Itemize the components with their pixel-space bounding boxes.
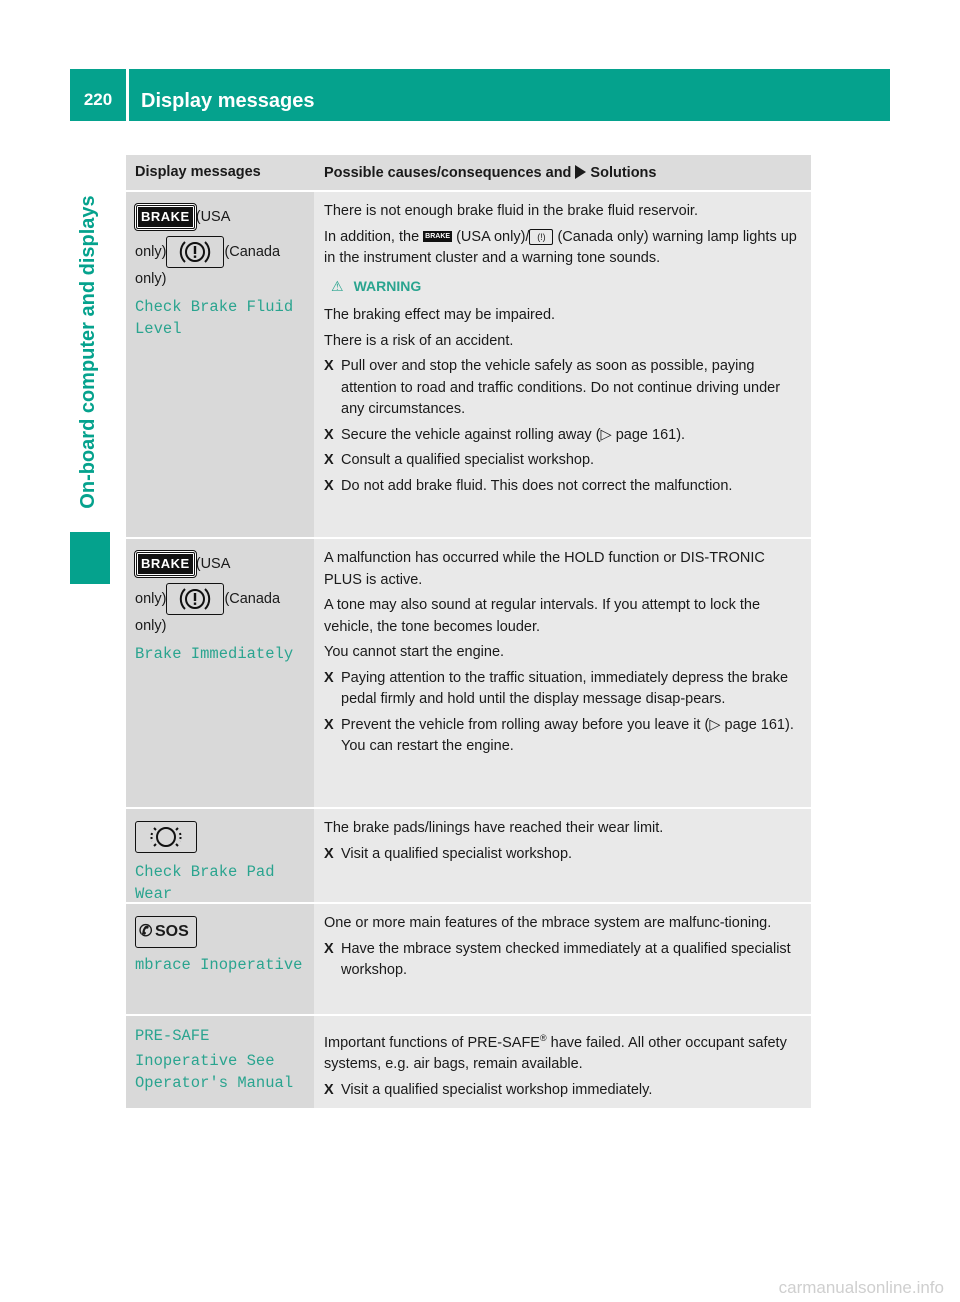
solution-cell	[314, 904, 811, 1014]
solution-step: X Consult a qualified specialist workshop.	[324, 450, 805, 472]
usa-label: (USA	[195, 208, 231, 225]
cause-text: One or more main features of the mbrace system are malfunc-tioning.	[324, 915, 772, 931]
brake-pad-wear-icon	[135, 821, 197, 853]
step-marker-icon: X	[324, 716, 334, 733]
message-cell	[126, 904, 314, 1014]
brake-warning-icon: BRAKE	[425, 233, 451, 241]
solution-cell	[314, 1016, 811, 1108]
usa-label: (USA	[195, 555, 231, 572]
page-reference[interactable]: page 161).	[724, 716, 794, 733]
page-ref-icon: ▷	[709, 716, 721, 733]
canada-label: (Canada	[224, 243, 281, 260]
warning-text: There is a risk of an accident.	[324, 332, 514, 349]
display-message: Check Brake Pad	[135, 863, 275, 881]
step-marker-icon: X	[324, 669, 334, 686]
step-marker-icon: X	[324, 940, 334, 957]
warning-text: The braking effect may be impaired.	[324, 307, 556, 323]
warning-triangle-icon: ⚠	[331, 277, 344, 294]
brake-circle-warning-icon	[166, 236, 224, 268]
cause-text: There is not enough brake fluid in the brake fluid reservoir.	[324, 203, 698, 219]
page-title: Display messages	[141, 90, 315, 112]
arrow-right-icon	[575, 165, 586, 179]
message-cell	[126, 1016, 314, 1108]
step-marker-icon: X	[324, 845, 334, 862]
display-message: Brake Immediately	[135, 645, 294, 663]
solution-step: X Do not add brake fluid. This does not correct the malfunction.	[324, 476, 805, 498]
watermark: carmanualsonline.info	[778, 1278, 944, 1297]
warning-heading: ⚠ WARNING	[331, 276, 805, 298]
solution-step: X Pull over and stop the vehicle safely as soon as possible, paying attention to road and traffic conditions. Do not continue driving under any circumstances.	[324, 358, 781, 417]
display-message: Wear	[135, 885, 173, 903]
only-label: only)	[135, 243, 167, 260]
step-marker-icon: X	[324, 477, 334, 494]
table-row	[126, 190, 811, 537]
solution-step: X Paying attention to the traffic situation, immediately depress the brake pedal firmly and hold until the display message disap-pears.	[324, 669, 789, 707]
cause-text: A malfunction has occurred while the HOLD function or DIS-TRONIC PLUS is active.	[324, 550, 765, 588]
solution-cell	[314, 192, 811, 537]
table-row	[126, 537, 811, 807]
message-cell	[126, 192, 314, 537]
brake-warning-icon: BRAKE	[135, 204, 196, 230]
table-row	[126, 1014, 811, 1108]
solution-cell	[314, 809, 811, 902]
side-tab-text: On-board computer and displays	[77, 195, 99, 509]
page-reference[interactable]: page 161).	[615, 426, 686, 443]
only-label: only)	[135, 618, 167, 634]
side-tab	[70, 122, 110, 584]
canada-label: (Canada	[224, 590, 281, 607]
solution-cell	[314, 539, 811, 807]
col-header-text: Possible causes/consequences and	[324, 165, 572, 181]
display-message: mbrace Inoperative	[135, 956, 303, 974]
cause-text: In addition, the BRAKE (USA only)/ (!) (Canada only) warning lamp lights up in the instrument cluster and a warning tone sounds.	[324, 228, 797, 266]
page-number: 220	[83, 90, 113, 109]
brake-warning-icon: BRAKE	[135, 551, 196, 577]
message-cell	[126, 539, 314, 807]
message-cell	[126, 809, 314, 902]
side-tab-block	[70, 532, 110, 584]
display-messages-table	[126, 155, 811, 1108]
only-label: only)	[135, 271, 167, 287]
col-header-solutions-text: Solutions	[590, 165, 657, 181]
table-row	[126, 902, 811, 1014]
brake-circle-warning-icon: (!)	[529, 229, 553, 245]
cause-text: Important functions of PRE-SAFE® have failed. All other occupant safety systems, e.g. air bags, remain available.	[324, 1033, 787, 1073]
phone-icon: ✆	[139, 923, 153, 940]
cause-text: A tone may also sound at regular intervals. If you attempt to lock the vehicle, the tone becomes louder.	[324, 597, 761, 635]
col-header-messages: Display messages	[135, 164, 261, 180]
sos-phone-icon: ✆ SOS	[135, 916, 197, 948]
step-marker-icon: X	[324, 358, 334, 374]
display-message: Operator's Manual	[135, 1074, 294, 1092]
step-marker-icon: X	[324, 452, 334, 468]
only-label: only)	[135, 590, 167, 607]
solution-step: X Visit a qualified specialist workshop.	[324, 844, 805, 866]
header-divider	[126, 69, 129, 121]
step-marker-icon: X	[324, 1081, 334, 1098]
solution-step: X Secure the vehicle against rolling away (▷ page 161).	[324, 425, 805, 447]
solution-step: X Have the mbrace system checked immediately at a qualified specialist workshop.	[324, 940, 791, 978]
brake-circle-warning-icon	[166, 583, 224, 615]
cause-text: You cannot start the engine.	[324, 644, 505, 660]
display-message: Check Brake Fluid Level	[135, 298, 294, 338]
display-message: PRE-SAFE	[135, 1027, 210, 1045]
display-message: Inoperative See	[135, 1052, 275, 1070]
step-marker-icon: X	[324, 426, 334, 443]
solution-step: X Prevent the vehicle from rolling away before you leave it (▷ page 161). You can restart the engine.	[324, 716, 794, 754]
solution-step: X Visit a qualified specialist workshop immediately.	[324, 1080, 805, 1102]
table-row	[126, 807, 811, 902]
page-ref-icon: ▷	[600, 426, 612, 443]
table-header	[126, 155, 811, 190]
col-header-solutions	[314, 155, 811, 190]
page-header	[70, 69, 890, 121]
cause-text: The brake pads/linings have reached their wear limit.	[324, 820, 664, 836]
